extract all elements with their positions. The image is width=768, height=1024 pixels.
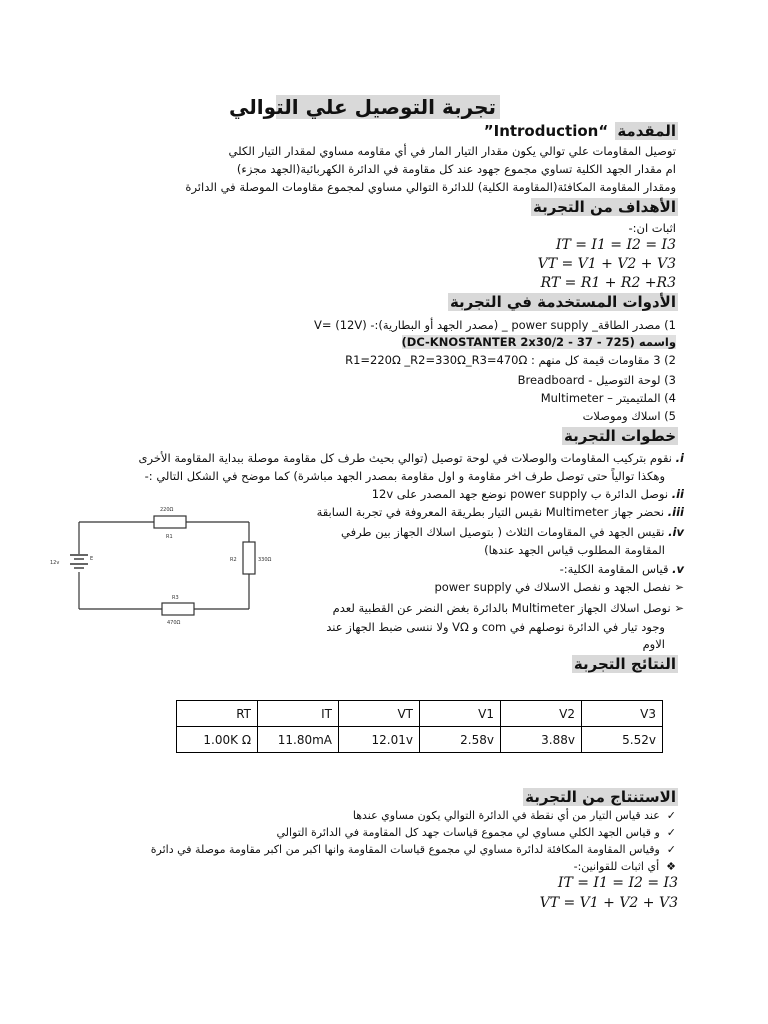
table-header-cell: V1 [420,701,501,727]
step-text: وجود تيار في الدائرة نوصلهم في com و VΩ ولا ننسى ضبط الجهاز عند [326,620,665,634]
conclusion-item [277,826,676,839]
tool-item [345,353,676,368]
step-item [326,620,665,635]
conclusion-equation-voltage: VT = V1 + V2 + V3 [539,895,678,911]
step-text: قياس المقاومة الكلية:- [559,562,669,576]
step-item [372,487,684,502]
step-text: وهكذا توالياً حتى توصل طرف اخر مقاومة و اول مقاومة بمصدر الجهد مباشرة) كما موضح في الشكل التالي :- [144,469,665,483]
tool-text: الملتيميتر – Multimeter [540,391,661,405]
table-cell: 11.80mA [258,727,339,753]
step-text: نقوم بتركيب المقاومات والوصلات في لوحة توصيل (توالي بحيث طرف كل مقاومة موصلة ببداية المقاومة الأخرى [138,451,673,465]
table-cell: 5.52v [582,727,663,753]
step-number: iii. [667,505,684,519]
conclusion-text: وقياس المقاومة المكافئة لدائرة مساوي لي مجموع قياسات المقاومة وانها اكبر من اكبر مقاومة موصلة في دائرة [150,843,660,856]
resistor-r3-value: 470Ω [167,620,181,626]
conclusion-text: عند قياس التيار من أي نقطة في الدائرة التوالي يكون مساوي عندها [352,809,660,822]
table-header-cell: VT [339,701,420,727]
conclusion-text: أي اثبات للقوانين:- [573,860,660,873]
tool-text: لوحة التوصيل - Breadboard [517,373,661,387]
resistor-r2-label: R2 [230,557,237,563]
resistor-r3-label: R3 [172,595,179,601]
equation-current: IT = I1 = I2 = I3 [555,237,676,253]
intro-heading-ar: المقدمة [617,122,676,140]
resistor-r1-label: R1 [166,534,173,540]
intro-line: ومقدار المقاومة المكافئة(المقاومة الكلية) للدائرة التوالي مساوي لمجموع مقاومات الموصلة في الدائرة [185,180,676,194]
step-text: نقيس الجهد في المقاومات الثلاث ( بتوصيل اسلاك الجهاز بين طرفي [340,525,665,539]
tool-item [583,409,676,424]
step-text: الاوم [642,637,665,651]
table-header-cell: V3 [582,701,663,727]
resistor-r3 [162,603,194,615]
conclusion-equation-current: IT = I1 = I2 = I3 [557,875,678,891]
resistor-r2 [243,542,255,574]
intro-line: ام مقدار الجهد الكلية تساوي مجموع جهود عند كل مقاومة في الدائرة الكهربائية(الجهد مجزء) [236,162,676,176]
intro-heading-en: “Introduction” [483,122,609,140]
tool-item [314,318,676,333]
source-tag: E [90,556,94,562]
step-text: نفصل الجهد و نفصل الاسلاك في power supply [434,580,671,594]
tool-item [518,373,676,388]
table-cell: 2.58v [420,727,501,753]
table-cell: 3.88v [501,727,582,753]
objectives-heading: الأهداف من التجربة [533,198,676,216]
step-number: v. [672,562,684,576]
results-heading: النتائج التجربة [573,655,676,673]
diamond-bullet-icon: ❖ [666,860,676,873]
step-item [560,562,684,577]
resistor-r1 [154,516,186,528]
conclusion-item [151,843,676,856]
equation-resistance: RT = R1 + R2 +R3 [540,275,676,291]
step-item [341,525,684,540]
step-item [434,580,684,595]
step-item [138,451,684,466]
arrow-icon: ➢ [674,601,684,615]
check-icon: ✓ [666,809,676,822]
check-icon: ✓ [666,826,676,839]
step-item [643,637,665,652]
tool-item [541,391,676,406]
resistor-r2-value: 330Ω [258,557,272,563]
resistor-r1-value: 220Ω [160,507,174,513]
tool-text: واسمه (725 - 37 - DC-KNOSTANTER 2x30/2) [401,335,676,349]
table-row [177,727,663,753]
step-text: نحضر جهاز Multimeter نقيس التيار بطريقة المعروفة في تجربة السابقة [316,505,665,519]
tool-text: مصدر الطاقة_ power supply _ (مصدر الجهد أو البطارية):- V= (12V) [314,318,661,332]
step-item [333,601,684,616]
step-text: نوصل اسلاك الجهاز Multimeter بالدائرة بغض النضر عن القطبية لعدم [332,601,671,615]
intro-heading [482,121,678,140]
tool-number: 5) [664,409,676,423]
table-cell: 12.01v [339,727,420,753]
conclusion-item [574,860,676,873]
table-header-row [177,701,663,727]
equation-voltage: VT = V1 + V2 + V3 [537,256,676,272]
page-title: تجربة التوصيل علي التوالي [276,95,500,119]
step-number: i. [675,451,684,465]
table-header-cell: RT [177,701,258,727]
check-icon: ✓ [666,843,676,856]
step-item [145,469,665,484]
results-table [176,700,663,753]
table-cell: 1.00K Ω [177,727,258,753]
step-text: نوصل الدائرة ب power supply نوضع جهد المصدر على 12v [371,487,669,501]
circuit-diagram [44,502,276,630]
arrow-icon: ➢ [674,580,684,594]
tools-heading: الأدوات المستخدمة في التجربة [449,293,676,311]
tool-item [402,335,676,350]
tool-number: 1) [664,318,676,332]
objectives-prove: اثبات ان:- [628,221,676,235]
step-item [317,505,684,520]
steps-heading: خطوات التجربة [563,427,676,445]
intro-line: توصيل المقاومات علي توالي يكون مقدار التيار المار في أي مقاومه مساوي لمقدار التيار الكلي [228,144,676,158]
step-text: المقاومة المطلوب قياس الجهد عندها) [484,543,665,557]
tool-number: 4) [664,391,676,405]
conclusion-heading: الاستنتاج من التجربة [525,788,676,806]
table-header-cell: V2 [501,701,582,727]
step-number: ii. [671,487,684,501]
step-number: iv. [668,525,684,539]
battery-symbol [70,555,88,568]
step-item [484,543,665,558]
conclusion-item [353,809,676,822]
tool-number: 3) [664,373,676,387]
tool-text: اسلاك وموصلات [582,409,661,423]
source-voltage-label: 12v [50,560,60,566]
tool-number: 2) [664,353,676,367]
table-header-cell: IT [258,701,339,727]
conclusion-text: و قياس الجهد الكلي مساوي لي مجموع قياسات جهد كل المقاومة في الدائرة التوالي [276,826,660,839]
tool-text: 3 مقاومات قيمة كل منهم : R1=220Ω _R2=330Ω_R3=470Ω [345,353,661,367]
